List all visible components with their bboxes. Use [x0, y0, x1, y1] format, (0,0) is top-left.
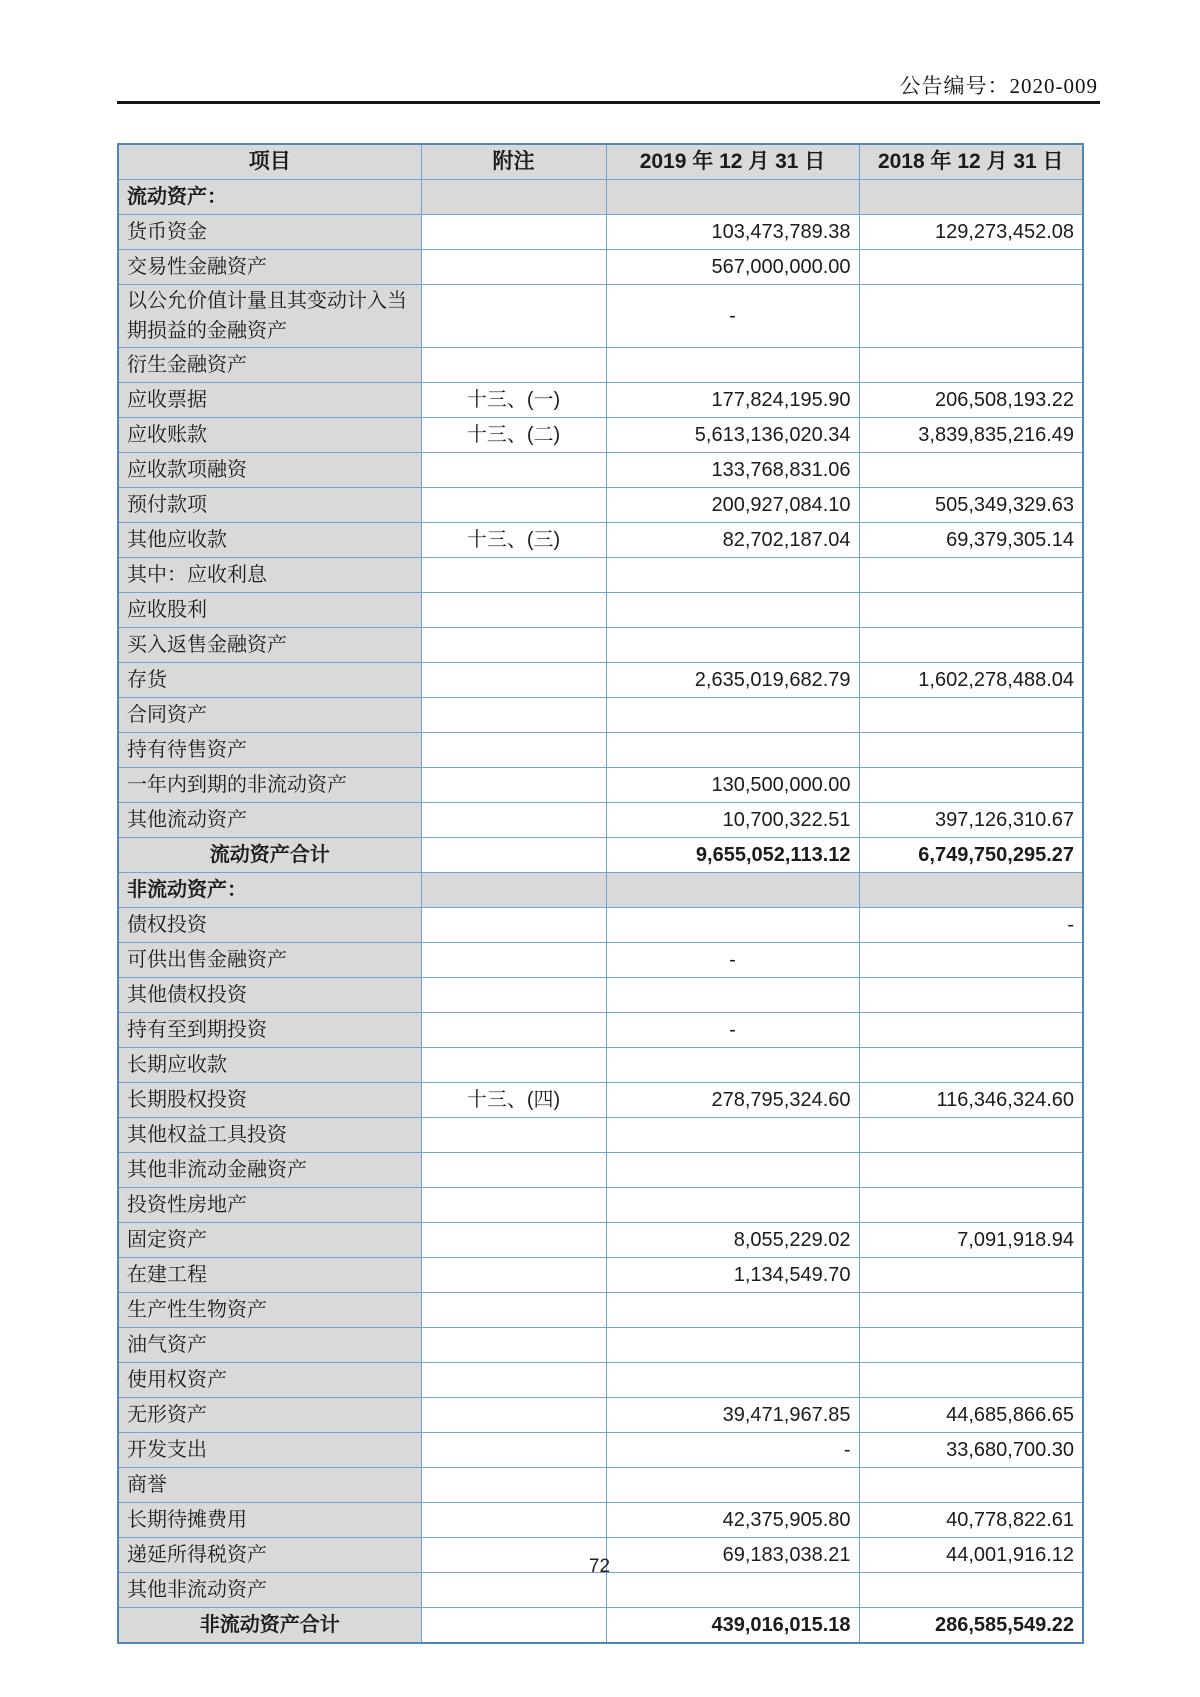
table-row [118, 943, 1083, 978]
value-2018-cell [859, 1328, 1083, 1363]
value-2019-cell [606, 1048, 859, 1083]
item-cell: 货币资金 [118, 215, 421, 250]
value-2019-cell [606, 1153, 859, 1188]
item-cell: 预付款项 [118, 488, 421, 523]
table-row [118, 180, 1083, 215]
item-cell: 合同资产 [118, 698, 421, 733]
value-2018-cell [859, 768, 1083, 803]
note-cell [421, 663, 606, 698]
item-cell: 其他非流动金融资产 [118, 1153, 421, 1188]
note-cell [421, 1398, 606, 1433]
note-cell [421, 215, 606, 250]
value-2019-cell: 8,055,229.02 [606, 1223, 859, 1258]
value-2018-cell [859, 698, 1083, 733]
value-2018-cell [859, 285, 1083, 348]
item-cell: 非流动资产： [118, 873, 421, 908]
value-2018-cell [859, 1153, 1083, 1188]
value-2019-cell: 42,375,905.80 [606, 1503, 859, 1538]
table-row [118, 768, 1083, 803]
item-cell: 流动资产： [118, 180, 421, 215]
value-2019-cell: - [606, 1433, 859, 1468]
value-2019-cell [606, 1363, 859, 1398]
item-cell: 固定资产 [118, 1223, 421, 1258]
table-row [118, 523, 1083, 558]
note-cell [421, 1433, 606, 1468]
item-cell: 长期应收款 [118, 1048, 421, 1083]
value-2019-cell: 69,183,038.21 [606, 1538, 859, 1573]
value-2018-cell [859, 1293, 1083, 1328]
note-cell [421, 943, 606, 978]
table-row [118, 1188, 1083, 1223]
table-row [118, 1398, 1083, 1433]
table-row [118, 1503, 1083, 1538]
note-cell [421, 1223, 606, 1258]
value-2019-cell [606, 1468, 859, 1503]
note-cell [421, 285, 606, 348]
value-2019-cell: 82,702,187.04 [606, 523, 859, 558]
item-cell: 买入返售金融资产 [118, 628, 421, 663]
item-cell: 应收账款 [118, 418, 421, 453]
item-cell: 生产性生物资产 [118, 1293, 421, 1328]
value-2019-cell: 10,700,322.51 [606, 803, 859, 838]
note-cell [421, 1293, 606, 1328]
item-cell: 其中：应收利息 [118, 558, 421, 593]
table-row [118, 1083, 1083, 1118]
value-2019-cell [606, 1293, 859, 1328]
value-2019-cell [606, 1118, 859, 1153]
note-cell [421, 873, 606, 908]
note-cell [421, 733, 606, 768]
value-2019-cell [606, 180, 859, 215]
value-2019-cell [606, 908, 859, 943]
note-cell: 十三、(三) [421, 523, 606, 558]
note-cell: 十三、(一) [421, 383, 606, 418]
value-2018-cell: 286,585,549.22 [859, 1608, 1083, 1644]
note-cell [421, 558, 606, 593]
value-2019-cell: 1,134,549.70 [606, 1258, 859, 1293]
value-2018-cell: 69,379,305.14 [859, 523, 1083, 558]
value-2019-cell [606, 1188, 859, 1223]
item-cell: 衍生金融资产 [118, 348, 421, 383]
table-row [118, 1328, 1083, 1363]
item-cell: 一年内到期的非流动资产 [118, 768, 421, 803]
value-2019-cell: - [606, 1013, 859, 1048]
value-2018-cell [859, 1013, 1083, 1048]
item-cell: 存货 [118, 663, 421, 698]
balance-sheet-table-wrap [117, 143, 1082, 1644]
item-cell: 应收股利 [118, 593, 421, 628]
item-cell: 以公允价值计量且其变动计入当期损益的金融资产 [118, 285, 421, 348]
note-cell [421, 1258, 606, 1293]
item-cell: 开发支出 [118, 1433, 421, 1468]
note-cell [421, 838, 606, 873]
table-row [118, 558, 1083, 593]
value-2019-cell: - [606, 285, 859, 348]
doc-number: 公告编号：2020-009 [899, 74, 1098, 98]
table-row [118, 1293, 1083, 1328]
value-2018-cell [859, 1118, 1083, 1153]
item-cell: 递延所得税资产 [118, 1538, 421, 1573]
note-cell [421, 628, 606, 663]
table-row [118, 1468, 1083, 1503]
item-cell: 长期股权投资 [118, 1083, 421, 1118]
value-2018-cell: 7,091,918.94 [859, 1223, 1083, 1258]
note-cell [421, 1328, 606, 1363]
value-2018-cell: 6,749,750,295.27 [859, 838, 1083, 873]
table-row [118, 663, 1083, 698]
value-2018-cell: 3,839,835,216.49 [859, 418, 1083, 453]
note-cell [421, 768, 606, 803]
table-row [118, 1223, 1083, 1258]
value-2018-cell [859, 733, 1083, 768]
value-2018-cell: 44,001,916.12 [859, 1538, 1083, 1573]
item-cell: 其他债权投资 [118, 978, 421, 1013]
note-cell [421, 1608, 606, 1644]
table-row [118, 733, 1083, 768]
value-2018-cell [859, 1363, 1083, 1398]
value-2018-cell [859, 873, 1083, 908]
table-row [118, 628, 1083, 663]
value-2018-cell [859, 558, 1083, 593]
value-2019-cell [606, 593, 859, 628]
value-2019-cell [606, 558, 859, 593]
note-cell [421, 978, 606, 1013]
table-body [118, 180, 1083, 1644]
value-2018-cell: 129,273,452.08 [859, 215, 1083, 250]
value-2019-cell: 103,473,789.38 [606, 215, 859, 250]
note-cell [421, 180, 606, 215]
value-2018-cell: 1,602,278,488.04 [859, 663, 1083, 698]
table-row [118, 838, 1083, 873]
item-cell: 无形资产 [118, 1398, 421, 1433]
item-cell: 持有至到期投资 [118, 1013, 421, 1048]
page-number: 72 [588, 1556, 611, 1577]
value-2018-cell: 116,346,324.60 [859, 1083, 1083, 1118]
column-header-note: 附注 [421, 144, 606, 180]
value-2019-cell [606, 1328, 859, 1363]
table-row [118, 978, 1083, 1013]
value-2018-cell [859, 1258, 1083, 1293]
value-2019-cell: 278,795,324.60 [606, 1083, 859, 1118]
note-cell [421, 1118, 606, 1153]
value-2018-cell: 397,126,310.67 [859, 803, 1083, 838]
table-row [118, 1258, 1083, 1293]
value-2018-cell [859, 250, 1083, 285]
value-2019-cell: 39,471,967.85 [606, 1398, 859, 1433]
item-cell: 其他非流动资产 [118, 1573, 421, 1608]
note-cell [421, 488, 606, 523]
note-cell [421, 1013, 606, 1048]
item-cell: 债权投资 [118, 908, 421, 943]
column-header-item: 项目 [118, 144, 421, 180]
table-row [118, 348, 1083, 383]
item-cell: 可供出售金融资产 [118, 943, 421, 978]
header-rule [117, 101, 1100, 104]
table-row [118, 488, 1083, 523]
value-2018-cell: - [859, 908, 1083, 943]
item-cell: 应收票据 [118, 383, 421, 418]
value-2018-cell [859, 453, 1083, 488]
item-cell: 应收款项融资 [118, 453, 421, 488]
value-2019-cell: 177,824,195.90 [606, 383, 859, 418]
note-cell [421, 1503, 606, 1538]
note-cell [421, 250, 606, 285]
table-row [118, 873, 1083, 908]
table-row [118, 1013, 1083, 1048]
value-2019-cell: 5,613,136,020.34 [606, 418, 859, 453]
table-row [118, 383, 1083, 418]
table-row [118, 908, 1083, 943]
note-cell [421, 803, 606, 838]
note-cell [421, 908, 606, 943]
item-cell: 长期待摊费用 [118, 1503, 421, 1538]
table-row [118, 803, 1083, 838]
item-cell: 持有待售资产 [118, 733, 421, 768]
value-2019-cell [606, 873, 859, 908]
value-2018-cell [859, 1048, 1083, 1083]
value-2019-cell: 9,655,052,113.12 [606, 838, 859, 873]
table-row [118, 215, 1083, 250]
note-cell [421, 593, 606, 628]
note-cell [421, 1153, 606, 1188]
table-row [118, 1608, 1083, 1644]
table-row [118, 418, 1083, 453]
item-cell: 交易性金融资产 [118, 250, 421, 285]
note-cell: 十三、(四) [421, 1083, 606, 1118]
value-2018-cell [859, 1188, 1083, 1223]
column-header-2018: 2018 年 12 月 31 日 [859, 144, 1083, 180]
value-2018-cell: 33,680,700.30 [859, 1433, 1083, 1468]
value-2019-cell [606, 628, 859, 663]
value-2018-cell [859, 348, 1083, 383]
note-cell [421, 1048, 606, 1083]
table-row [118, 1433, 1083, 1468]
value-2018-cell [859, 180, 1083, 215]
table-row [118, 1363, 1083, 1398]
item-cell: 其他权益工具投资 [118, 1118, 421, 1153]
value-2019-cell: 439,016,015.18 [606, 1608, 859, 1644]
note-cell [421, 1468, 606, 1503]
value-2019-cell: 130,500,000.00 [606, 768, 859, 803]
balance-sheet-table [117, 143, 1084, 1644]
value-2018-cell [859, 628, 1083, 663]
item-cell: 商誉 [118, 1468, 421, 1503]
value-2019-cell [606, 978, 859, 1013]
value-2019-cell: 567,000,000.00 [606, 250, 859, 285]
value-2019-cell [606, 348, 859, 383]
value-2019-cell: - [606, 943, 859, 978]
value-2019-cell [606, 733, 859, 768]
item-cell: 油气资产 [118, 1328, 421, 1363]
note-cell [421, 1188, 606, 1223]
table-header-row [118, 144, 1083, 180]
value-2019-cell: 2,635,019,682.79 [606, 663, 859, 698]
value-2019-cell: 133,768,831.06 [606, 453, 859, 488]
note-cell [421, 1363, 606, 1398]
value-2018-cell [859, 943, 1083, 978]
table-row [118, 453, 1083, 488]
value-2018-cell [859, 593, 1083, 628]
table-row [118, 285, 1083, 348]
value-2019-cell [606, 698, 859, 733]
value-2018-cell: 40,778,822.61 [859, 1503, 1083, 1538]
item-cell: 在建工程 [118, 1258, 421, 1293]
note-cell: 十三、(二) [421, 418, 606, 453]
column-header-2019: 2019 年 12 月 31 日 [606, 144, 859, 180]
table-row [118, 1153, 1083, 1188]
table-row [118, 250, 1083, 285]
item-cell: 非流动资产合计 [118, 1608, 421, 1644]
value-2019-cell: 200,927,084.10 [606, 488, 859, 523]
item-cell: 投资性房地产 [118, 1188, 421, 1223]
note-cell [421, 453, 606, 488]
table-row [118, 593, 1083, 628]
value-2018-cell [859, 1468, 1083, 1503]
value-2018-cell [859, 978, 1083, 1013]
note-cell [421, 348, 606, 383]
value-2018-cell: 44,685,866.65 [859, 1398, 1083, 1433]
table-row [118, 1118, 1083, 1153]
item-cell: 其他应收款 [118, 523, 421, 558]
table-row [118, 698, 1083, 733]
item-cell: 使用权资产 [118, 1363, 421, 1398]
table-row [118, 1048, 1083, 1083]
value-2018-cell: 505,349,329.63 [859, 488, 1083, 523]
note-cell [421, 698, 606, 733]
value-2018-cell: 206,508,193.22 [859, 383, 1083, 418]
item-cell: 流动资产合计 [118, 838, 421, 873]
item-cell: 其他流动资产 [118, 803, 421, 838]
